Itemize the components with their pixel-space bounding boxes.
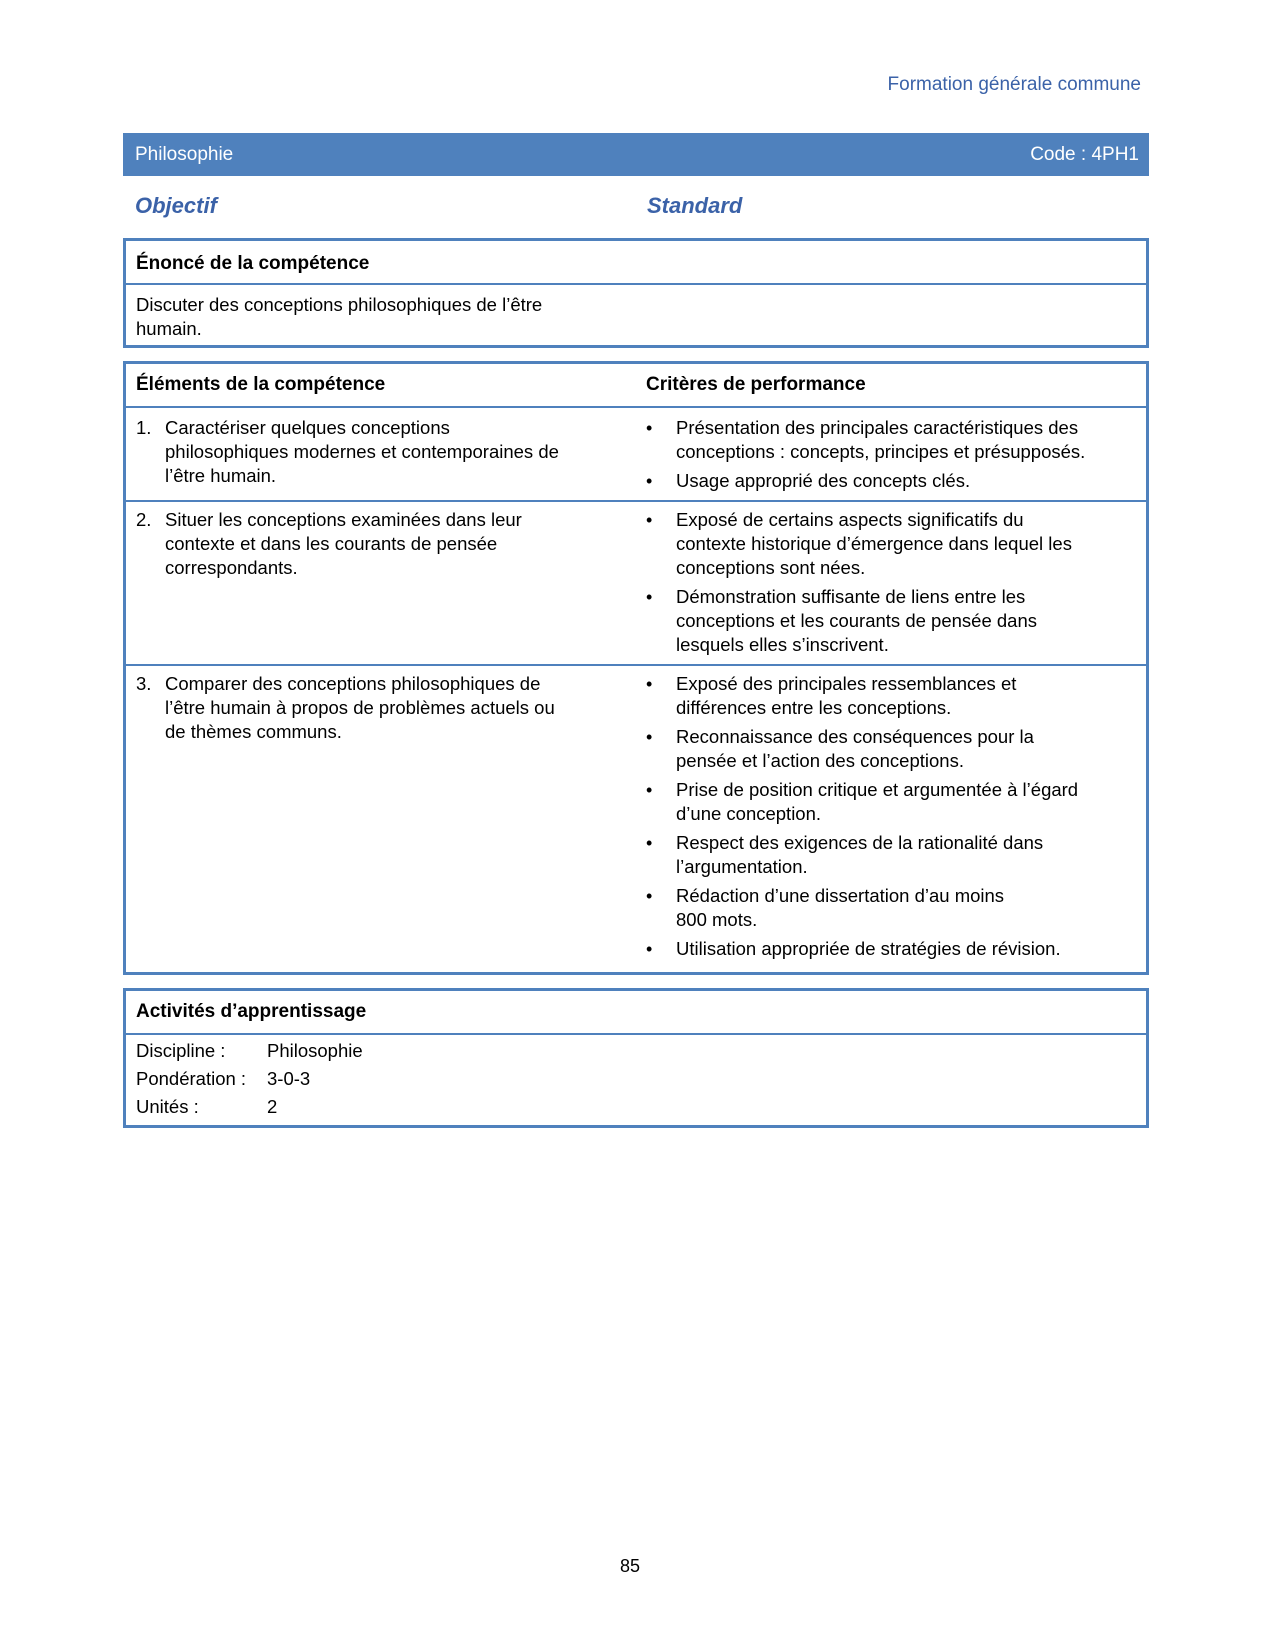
element-text: Caractériser quelques conceptions philosophiques modernes et contemporaines de l’être humain.	[165, 417, 559, 486]
element-text: Comparer des conceptions philosophiques de l’être humain à propos de problèmes actuels ou de thèmes communs.	[165, 673, 555, 742]
ponderation-value: 3-0-3	[267, 1068, 311, 1089]
criterion: Rédaction d’une dissertation d’au moins 800 mots.	[676, 885, 1005, 930]
criterion: Usage approprié des concepts clés.	[676, 470, 971, 491]
bullet-icon: •	[646, 780, 653, 800]
bullet-icon: •	[646, 939, 653, 959]
elements-criteria-table	[123, 361, 1149, 975]
bullet-icon: •	[646, 727, 653, 747]
discipline-value: Philosophie	[267, 1040, 363, 1061]
discipline-label: Discipline :	[136, 1040, 226, 1061]
divider	[126, 283, 1146, 285]
standard-label: Standard	[647, 193, 743, 218]
competence-title: Énoncé de la compétence	[136, 253, 370, 274]
activities-title: Activités d’apprentissage	[136, 1001, 367, 1022]
divider	[126, 664, 1146, 666]
criterion: Reconnaissance des conséquences pour la pensée et l’action des conceptions.	[676, 726, 1034, 771]
criterion: Exposé de certains aspects significatifs du contexte historique d’émergence dans lequel les conceptions sont nées.	[676, 509, 1072, 578]
course-code: Code : 4PH1	[1030, 144, 1139, 165]
bullet-icon: •	[646, 833, 653, 853]
criterion: Exposé des principales ressemblances et différences entre les conceptions.	[676, 673, 1017, 718]
element-text: Situer les conceptions examinées dans leur contexte et dans les courants de pensée correspondants.	[165, 509, 522, 578]
section-header: Formation générale commune	[887, 74, 1141, 95]
competence-box	[123, 238, 1149, 348]
bullet-icon: •	[646, 471, 653, 491]
element-number: 1.	[136, 417, 152, 438]
competence-statement: Discuter des conceptions philosophiques de l’être humain.	[136, 294, 543, 339]
activities-box	[123, 988, 1149, 1128]
unites-label: Unités :	[136, 1096, 199, 1117]
ponderation-label: Pondération :	[136, 1068, 247, 1089]
divider	[126, 406, 1146, 408]
divider	[126, 1033, 1146, 1035]
bullet-icon: •	[646, 587, 653, 607]
criterion: Prise de position critique et argumentée à l’égard d’une conception.	[676, 779, 1079, 824]
element-number: 2.	[136, 509, 152, 530]
criterion: Démonstration suffisante de liens entre les conceptions et les courants de pensée dans lesquels elles s’inscrivent.	[676, 586, 1037, 655]
criterion: Utilisation appropriée de stratégies de révision.	[676, 938, 1061, 959]
criterion: Présentation des principales caractéristiques des conceptions : concepts, principes et présupposés.	[676, 417, 1086, 462]
bullet-icon: •	[646, 886, 653, 906]
divider	[126, 500, 1146, 502]
bullet-icon: •	[646, 674, 653, 694]
criteria-column-title: Critères de performance	[646, 374, 866, 395]
bullet-icon: •	[646, 510, 653, 530]
criterion: Respect des exigences de la rationalité dans l’argumentation.	[676, 832, 1044, 877]
element-number: 3.	[136, 673, 152, 694]
objective-label: Objectif	[135, 193, 217, 218]
elements-column-title: Éléments de la compétence	[136, 374, 386, 395]
page-number: 85	[620, 1556, 641, 1576]
unites-value: 2	[267, 1096, 278, 1117]
course-name: Philosophie	[135, 144, 234, 165]
bullet-icon: •	[646, 418, 653, 438]
